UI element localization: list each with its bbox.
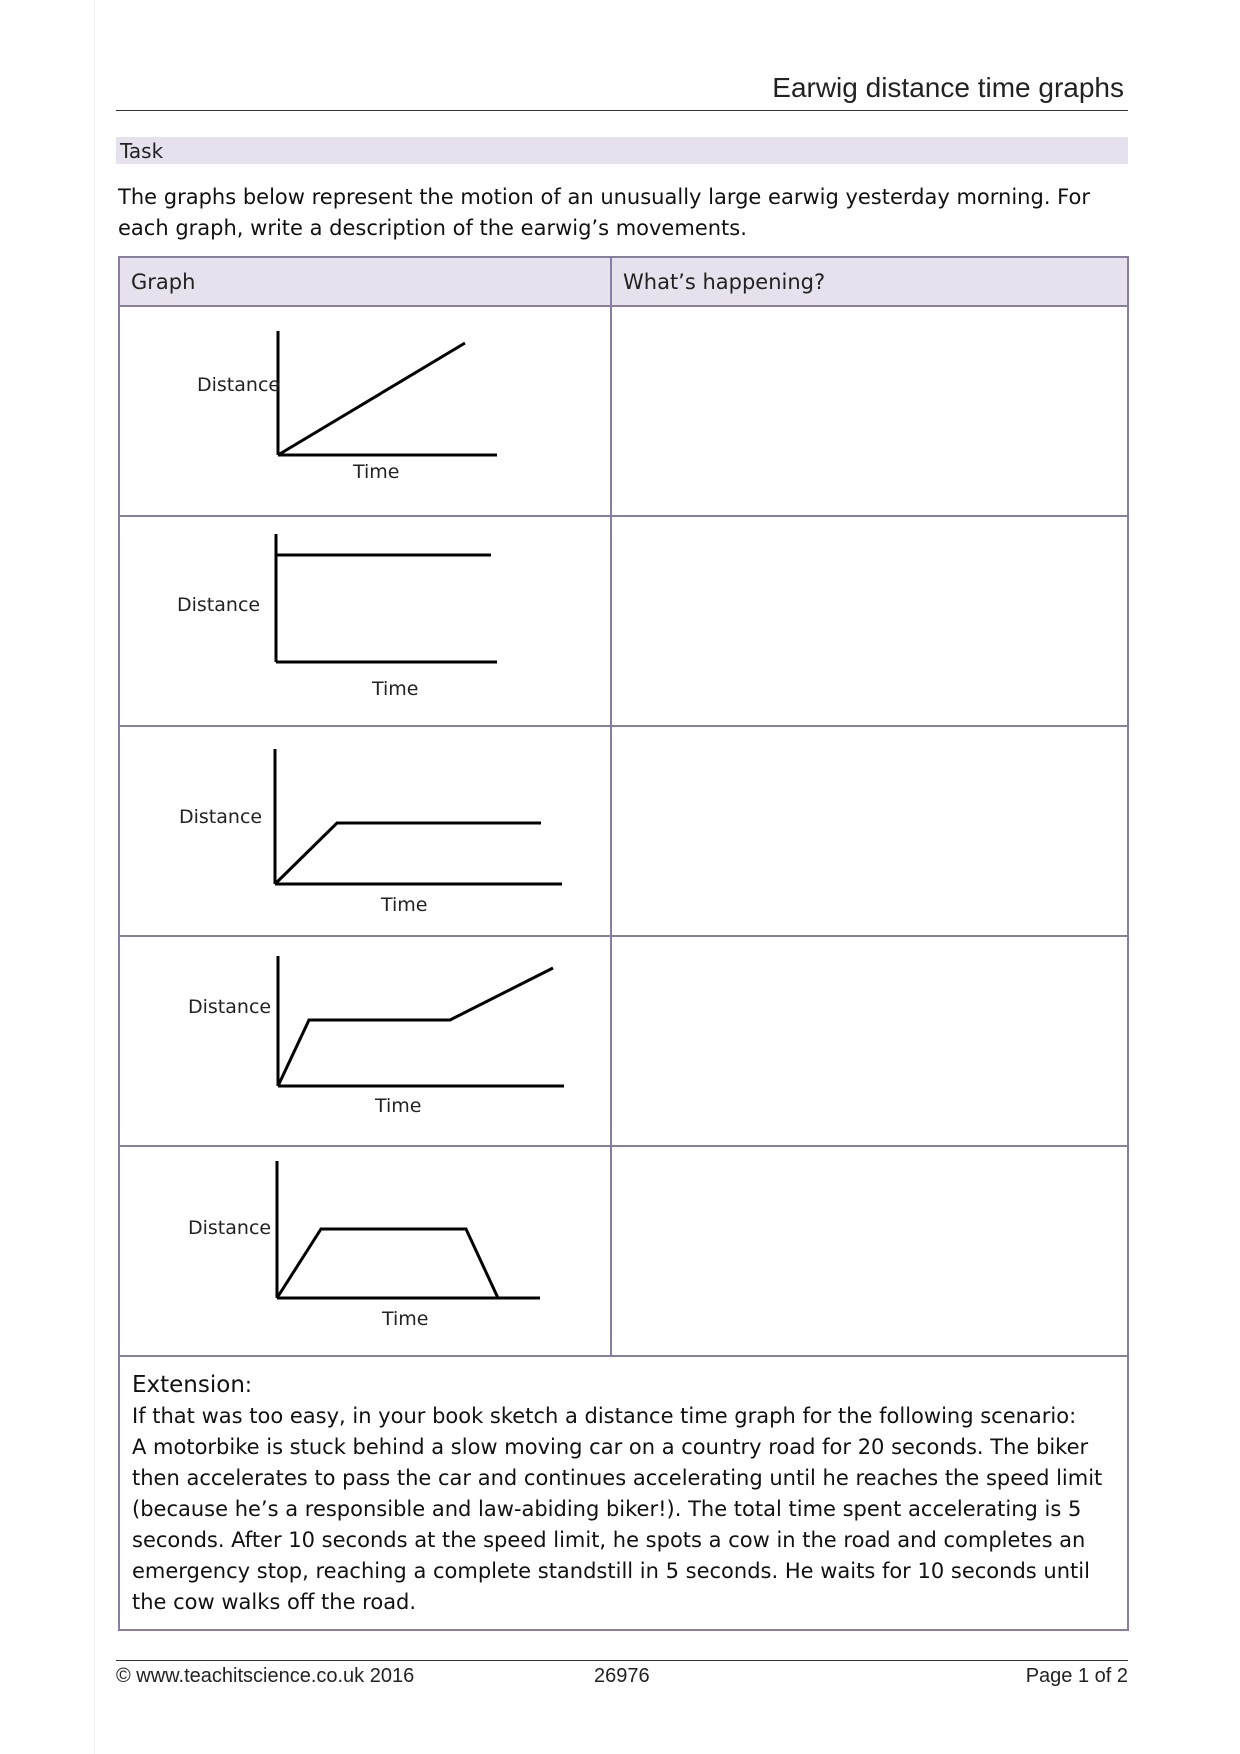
task-heading: Task [120,139,164,163]
extension-row [119,1356,1128,1630]
y-axis-label: Distance [188,996,272,1018]
distance-time-graph-4 [120,937,610,1143]
table-row [119,726,1128,936]
footer-copyright: © www.teachitscience.co.uk 2016 [116,1665,415,1687]
answer-cell-2[interactable] [611,516,1128,726]
graph-column-header: Graph [119,257,611,306]
answer-column-header: What’s happening? [611,257,1128,306]
y-axis-label: Distance [177,594,261,616]
title-rule [116,110,1128,111]
footer-page-number: Page 1 of 2 [1025,1665,1128,1687]
answer-cell-5[interactable] [611,1146,1128,1356]
extension-intro: If that was too easy, in your book sketch a distance time graph for the following scenario: [132,1404,1077,1428]
extension-scenario: A motorbike is stuck behind a slow moving car on a country road for 20 seconds. The biker then accelerates to pass the car and continues accelerating until he reaches the speed limit (because he’s a responsible and law-abiding biker!). The total time spent accelerating is 5 seconds. After 10 seconds at the speed limit, he spots a cow in the road and completes an emergency stop, reaching a complete standstill in 5 seconds. He waits for 10 seconds until the cow walks off the road. [132,1435,1103,1614]
extension-box [119,1356,1128,1630]
answer-cell-3[interactable] [611,726,1128,936]
graph-table [118,256,1129,1631]
graph-cell-3 [119,726,611,936]
extension-heading [132,1370,1115,1401]
table-row [119,936,1128,1146]
extension-title: Extension [132,1372,245,1398]
document-title: Earwig distance time graphs [772,72,1124,103]
x-axis-label: Time [353,461,400,483]
y-axis-label: Distance [197,374,281,396]
graph-cell-5 [119,1146,611,1356]
distance-time-graph-5 [120,1147,610,1353]
graph-line [277,1229,498,1298]
distance-time-graph-3 [120,727,610,933]
distance-time-graph-1 [120,307,610,513]
footer-rule [116,1660,1128,1661]
page-margin-line [94,0,95,1754]
answer-cell-4[interactable] [611,936,1128,1146]
task-instructions: The graphs below represent the motion of an unusually large earwig yesterday morning. For each graph, write a description of the earwig’s movements. [118,185,1090,240]
x-axis-label: Time [372,678,419,700]
graph-cell-4 [119,936,611,1146]
distance-time-graph-2 [120,517,610,723]
y-axis-label: Distance [179,806,263,828]
table-row [119,306,1128,516]
graph-line [275,823,541,884]
graph-cell-1 [119,306,611,516]
graph-line [278,968,553,1086]
answer-cell-1[interactable] [611,306,1128,516]
table-header-row [119,257,1128,306]
table-row [119,516,1128,726]
graph-cell-2 [119,516,611,726]
extension-colon: : [244,1373,252,1397]
table-row [119,1146,1128,1356]
footer-resource-code: 26976 [594,1665,650,1687]
x-axis-label: Time [382,1308,429,1330]
x-axis-label: Time [381,894,428,916]
task-heading-band [116,137,1128,164]
graph-line [278,343,465,455]
y-axis-label: Distance [188,1217,272,1239]
x-axis-label: Time [375,1095,422,1117]
